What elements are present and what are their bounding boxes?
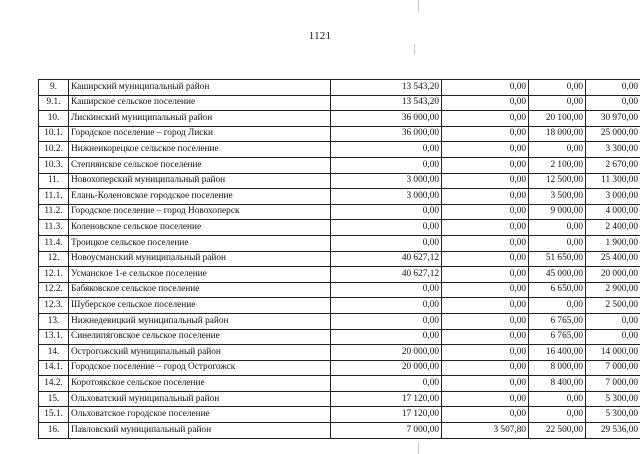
amount-col-3-cell: 0,00	[529, 407, 586, 423]
amount-col-3-cell: 0,00	[529, 298, 586, 314]
amount-col-3-cell: 3 500,00	[529, 189, 586, 205]
amount-col-4-cell: 20 000,00	[586, 267, 640, 283]
row-number-cell: 11.	[39, 173, 69, 189]
table-row	[39, 173, 640, 189]
amount-col-1-cell: 0,00	[331, 313, 442, 329]
amount-col-2-cell: 0,00	[442, 360, 529, 376]
amount-col-3-cell: 20 100,00	[529, 111, 586, 127]
amount-col-1-cell: 0,00	[331, 298, 442, 314]
scan-mark-bottom	[418, 443, 419, 454]
row-number-cell: 12.1.	[39, 267, 69, 283]
amount-col-3-cell: 0,00	[529, 142, 586, 158]
amount-col-1-cell: 0,00	[331, 157, 442, 173]
amount-col-1-cell: 20 000,00	[331, 360, 442, 376]
amount-col-3-cell: 6 765,00	[529, 313, 586, 329]
scan-mark-right	[414, 44, 415, 54]
row-number-cell: 15.1.	[39, 407, 69, 423]
amount-col-1-cell: 36 000,00	[331, 111, 442, 127]
row-number-cell: 9.	[39, 80, 69, 96]
municipality-name-cell: Новохоперский муниципальный район	[69, 173, 331, 189]
municipality-name-cell: Нижнедевицкий муниципальный район	[69, 313, 331, 329]
amount-col-3-cell: 51 650,00	[529, 251, 586, 267]
amount-col-4-cell: 2 500,00	[586, 298, 640, 314]
row-number-cell: 9.1.	[39, 95, 69, 111]
table-row	[39, 423, 640, 439]
row-number-cell: 11.2.	[39, 204, 69, 220]
amount-col-4-cell: 7 000,00	[586, 376, 640, 392]
amount-col-2-cell: 0,00	[442, 282, 529, 298]
row-number-cell: 12.3.	[39, 298, 69, 314]
table-row	[39, 329, 640, 345]
amount-col-3-cell: 6 765,00	[529, 329, 586, 345]
amount-col-2-cell: 0,00	[442, 80, 529, 96]
amount-col-2-cell: 0,00	[442, 126, 529, 142]
amount-col-2-cell: 0,00	[442, 298, 529, 314]
row-number-cell: 12.	[39, 251, 69, 267]
table-row	[39, 251, 640, 267]
amount-col-3-cell: 12 500,00	[529, 173, 586, 189]
amount-col-1-cell: 0,00	[331, 235, 442, 251]
table-row	[39, 360, 640, 376]
amount-col-1-cell: 17 120,00	[331, 391, 442, 407]
municipality-name-cell: Елань-Коленовское городское поселение	[69, 189, 331, 205]
municipality-name-cell: Коротоякское сельское поселение	[69, 376, 331, 392]
amount-col-1-cell: 0,00	[331, 282, 442, 298]
municipality-name-cell: Острогожский муниципальный район	[69, 345, 331, 361]
amount-col-2-cell: 0,00	[442, 220, 529, 236]
municipality-name-cell: Городское поселение – город Новохоперск	[69, 204, 331, 220]
row-number-cell: 14.2.	[39, 376, 69, 392]
amount-col-4-cell: 29 536,00	[586, 423, 640, 439]
amount-col-3-cell: 22 500,00	[529, 423, 586, 439]
amount-col-4-cell: 3 300,00	[586, 142, 640, 158]
table-row	[39, 313, 640, 329]
table-row	[39, 157, 640, 173]
amount-col-2-cell: 0,00	[442, 204, 529, 220]
table-row	[39, 407, 640, 423]
table-row	[39, 282, 640, 298]
amount-col-2-cell: 0,00	[442, 173, 529, 189]
amount-col-2-cell: 0,00	[442, 313, 529, 329]
amount-col-2-cell: 0,00	[442, 142, 529, 158]
municipality-name-cell: Троицкое сельское поселение	[69, 235, 331, 251]
amount-col-4-cell: 7 000,00	[586, 360, 640, 376]
amount-col-4-cell: 0,00	[586, 80, 640, 96]
amount-col-2-cell: 0,00	[442, 407, 529, 423]
amount-col-2-cell: 0,00	[442, 267, 529, 283]
amount-col-2-cell: 3 507,80	[442, 423, 529, 439]
amount-col-1-cell: 3 000,00	[331, 189, 442, 205]
row-number-cell: 11.4.	[39, 235, 69, 251]
municipality-name-cell: Каширское сельское поселение	[69, 95, 331, 111]
amount-col-3-cell: 0,00	[529, 391, 586, 407]
amount-col-4-cell: 11 300,00	[586, 173, 640, 189]
table-row	[39, 298, 640, 314]
amount-col-1-cell: 13 543,20	[331, 95, 442, 111]
amount-col-3-cell: 0,00	[529, 220, 586, 236]
amount-col-1-cell: 40 627,12	[331, 251, 442, 267]
table-row	[39, 95, 640, 111]
municipality-name-cell: Синелипяговское сельское поселение	[69, 329, 331, 345]
amount-col-2-cell: 0,00	[442, 345, 529, 361]
row-number-cell: 11.1.	[39, 189, 69, 205]
amount-col-1-cell: 20 000,00	[331, 345, 442, 361]
amount-col-1-cell: 0,00	[331, 376, 442, 392]
amount-col-3-cell: 8 400,00	[529, 376, 586, 392]
amount-col-3-cell: 9 000,00	[529, 204, 586, 220]
table-row	[39, 80, 640, 96]
amount-col-3-cell: 0,00	[529, 95, 586, 111]
municipality-name-cell: Лискинский муниципальный район	[69, 111, 331, 127]
municipality-name-cell: Ольховатский муниципальный район	[69, 391, 331, 407]
amount-col-1-cell: 40 627,12	[331, 267, 442, 283]
amount-col-3-cell: 8 000,00	[529, 360, 586, 376]
amount-col-4-cell: 25 400,00	[586, 251, 640, 267]
amount-col-4-cell: 2 400,00	[586, 220, 640, 236]
budget-table-body	[39, 80, 640, 439]
table-row	[39, 111, 640, 127]
budget-table	[38, 79, 640, 439]
amount-col-1-cell: 0,00	[331, 204, 442, 220]
municipality-name-cell: Новоусманский муниципальный район	[69, 251, 331, 267]
scan-mark-top	[418, 0, 419, 12]
row-number-cell: 15.	[39, 391, 69, 407]
amount-col-2-cell: 0,00	[442, 235, 529, 251]
row-number-cell: 13.1.	[39, 329, 69, 345]
amount-col-1-cell: 0,00	[331, 220, 442, 236]
amount-col-3-cell: 6 650,00	[529, 282, 586, 298]
amount-col-4-cell: 2 670,00	[586, 157, 640, 173]
amount-col-2-cell: 0,00	[442, 251, 529, 267]
row-number-cell: 14.	[39, 345, 69, 361]
table-row	[39, 204, 640, 220]
amount-col-1-cell: 3 000,00	[331, 173, 442, 189]
municipality-name-cell: Ольховатское городское поселение	[69, 407, 331, 423]
row-number-cell: 11.3.	[39, 220, 69, 236]
municipality-name-cell: Усманское 1-е сельское поселение	[69, 267, 331, 283]
row-number-cell: 10.2.	[39, 142, 69, 158]
amount-col-4-cell: 5 300,00	[586, 391, 640, 407]
municipality-name-cell: Городское поселение – город Острогожск	[69, 360, 331, 376]
amount-col-4-cell: 3 000,00	[586, 189, 640, 205]
amount-col-1-cell: 0,00	[331, 142, 442, 158]
amount-col-4-cell: 1 900,00	[586, 235, 640, 251]
row-number-cell: 13.	[39, 313, 69, 329]
table-row	[39, 189, 640, 205]
amount-col-4-cell: 5 300,00	[586, 407, 640, 423]
page-number: 1121	[308, 30, 332, 42]
table-row	[39, 220, 640, 236]
municipality-name-cell: Степнянское сельское поселение	[69, 157, 331, 173]
amount-col-1-cell: 7 000,00	[331, 423, 442, 439]
amount-col-4-cell: 30 970,00	[586, 111, 640, 127]
amount-col-3-cell: 16 400,00	[529, 345, 586, 361]
amount-col-2-cell: 0,00	[442, 157, 529, 173]
municipality-name-cell: Шуберское сельское поселение	[69, 298, 331, 314]
table-row	[39, 235, 640, 251]
amount-col-3-cell: 0,00	[529, 235, 586, 251]
row-number-cell: 12.2.	[39, 282, 69, 298]
amount-col-2-cell: 0,00	[442, 189, 529, 205]
amount-col-2-cell: 0,00	[442, 329, 529, 345]
amount-col-3-cell: 18 000,00	[529, 126, 586, 142]
amount-col-4-cell: 4 000,00	[586, 204, 640, 220]
amount-col-4-cell: 25 000,00	[586, 126, 640, 142]
table-row	[39, 391, 640, 407]
amount-col-2-cell: 0,00	[442, 391, 529, 407]
row-number-cell: 10.	[39, 111, 69, 127]
amount-col-3-cell: 0,00	[529, 80, 586, 96]
municipality-name-cell: Городское поселение – город Лиски	[69, 126, 331, 142]
amount-col-1-cell: 0,00	[331, 329, 442, 345]
amount-col-1-cell: 36 000,00	[331, 126, 442, 142]
amount-col-4-cell: 0,00	[586, 313, 640, 329]
amount-col-2-cell: 0,00	[442, 95, 529, 111]
amount-col-4-cell: 0,00	[586, 95, 640, 111]
row-number-cell: 10.1.	[39, 126, 69, 142]
amount-col-3-cell: 45 000,00	[529, 267, 586, 283]
table-row	[39, 126, 640, 142]
municipality-name-cell: Нижнеикорецкое сельское поселение	[69, 142, 331, 158]
amount-col-2-cell: 0,00	[442, 376, 529, 392]
amount-col-1-cell: 13 543,20	[331, 80, 442, 96]
table-row	[39, 142, 640, 158]
amount-col-2-cell: 0,00	[442, 111, 529, 127]
table-row	[39, 345, 640, 361]
row-number-cell: 14.1.	[39, 360, 69, 376]
amount-col-3-cell: 2 100,00	[529, 157, 586, 173]
table-row	[39, 376, 640, 392]
amount-col-4-cell: 14 000,00	[586, 345, 640, 361]
row-number-cell: 10.3.	[39, 157, 69, 173]
municipality-name-cell: Каширский муниципальный район	[69, 80, 331, 96]
amount-col-1-cell: 17 120,00	[331, 407, 442, 423]
municipality-name-cell: Коленовское сельское поселение	[69, 220, 331, 236]
amount-col-4-cell: 0,00	[586, 329, 640, 345]
row-number-cell: 16.	[39, 423, 69, 439]
amount-col-4-cell: 2 900,00	[586, 282, 640, 298]
table-row	[39, 267, 640, 283]
municipality-name-cell: Бабяковское сельское поселение	[69, 282, 331, 298]
municipality-name-cell: Павловский муниципальный район	[69, 423, 331, 439]
